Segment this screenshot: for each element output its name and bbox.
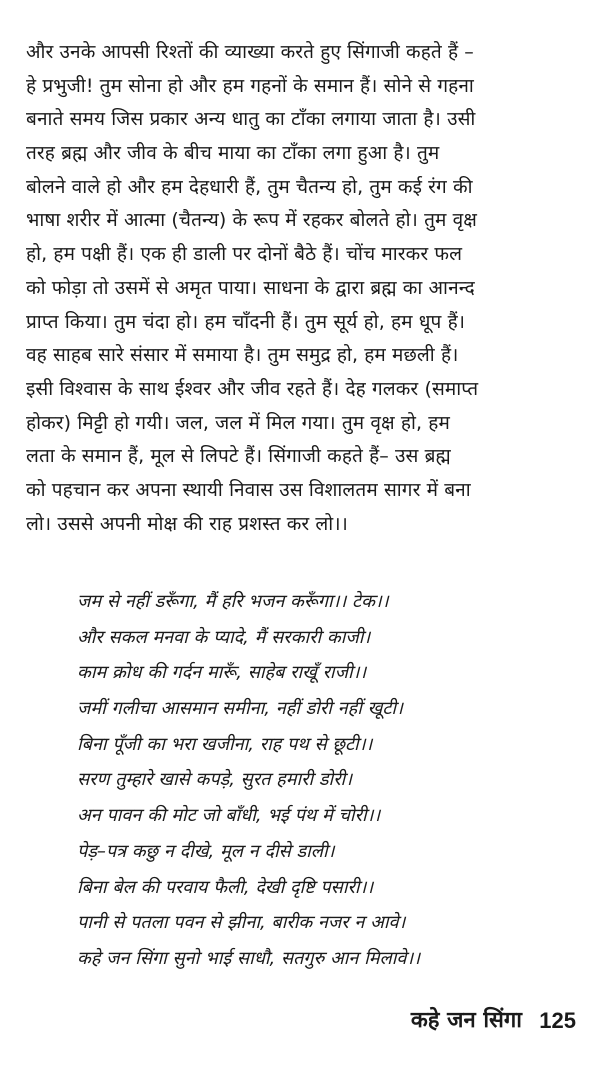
- prose-line: लता के समान हैं, मूल से लिपटे हैं। सिंगाजी कहते हैं– उस ब्रह्म: [26, 445, 451, 468]
- prose-line: भाषा शरीर में आत्मा (चैतन्य) के रूप में रहकर बोलते हो। तुम वृक्ष: [26, 209, 477, 232]
- verse-line: पानी से पतला पवन से झीना, बारीक नजर न आवे।: [77, 912, 406, 934]
- prose-paragraph: [26, 36, 578, 541]
- prose-line: तरह ब्रह्म और जीव के बीच माया का टाँका लगा हुआ है। तुम: [26, 142, 440, 165]
- page-footer: [0, 1000, 600, 1040]
- prose-line: इसी विश्वास के साथ ईश्वर और जीव रहते हैं। देह गलकर (समाप्त: [26, 377, 479, 400]
- verse-line: काम क्रोध की गर्दन मारूँ, साहेब राखूँ राजी।।: [77, 662, 367, 684]
- prose-line: होकर) मिट्टी हो गयी। जल, जल में मिल गया। तुम वृक्ष हो, हम: [26, 411, 450, 434]
- prose-line: और उनके आपसी रिश्तों की व्याख्या करते हुए सिंगाजी कहते हैं –: [26, 41, 474, 63]
- verse-line: बिना बेल की परवाय फैली, देखी दृष्टि पसारी।।: [77, 876, 374, 898]
- verse-line: अन पावन की मोट जो बाँधी, भई पंथ में चोरी।।: [77, 805, 381, 827]
- prose-line: बनाते समय जिस प्रकार अन्य धातु का टाँका लगाया जाता है। उसी: [26, 108, 476, 131]
- verse-line: जम से नहीं डरूँगा, मैं हरि भजन करूँगा।। टेक।।: [77, 591, 389, 612]
- verse-line: कहे जन सिंगा सुनो भाई साधौ, सतगुरु आन मिलावे।।: [77, 947, 421, 969]
- prose-line: वह साहब सारे संसार में समाया है। तुम समुद्र हो, हम मछली हैं।: [26, 344, 459, 367]
- prose-line: बोलने वाले हो और हम देहधारी हैं, तुम चैतन्य हो, तुम कई रंग की: [26, 175, 473, 198]
- running-title: कहे जन सिंगा: [410, 1008, 522, 1033]
- verse-line: और सकल मनवा के प्यादे, मैं सरकारी काजी।: [77, 626, 371, 648]
- verse-line: सरण तुम्हारे खासे कपड़े, सुरत हमारी डोरी।: [77, 769, 353, 791]
- prose-line: हो, हम पक्षी हैं। एक ही डाली पर दोनों बैठे हैं। चोंच मारकर फल: [26, 243, 463, 266]
- verse-line: पेड़–पत्र कछु न दीखे, मूल न दीसे डाली।: [77, 840, 335, 862]
- verse-line: बिना पूँजी का भरा खजीना, राह पथ से छूटी।।: [77, 733, 373, 755]
- verse-line: जमीं गलीचा आसमान समीना, नहीं डोरी नहीं खूटी।: [77, 698, 403, 720]
- prose-line: को फोड़ा तो उसमें से अमृत पाया। साधना के द्वारा ब्रह्म का आनन्द: [26, 276, 475, 299]
- prose-line: लो। उससे अपनी मोक्ष की राह प्रशस्त कर लो।।: [26, 512, 348, 535]
- page-number: 125: [539, 1008, 576, 1033]
- prose-line: हे प्रभुजी! तुम सोना हो और हम गहनों के समान हैं। सोने से गहना: [26, 74, 474, 97]
- prose-line: को पहचान कर अपना स्थायी निवास उस विशालतम सागर में बना: [26, 478, 471, 501]
- prose-line: प्राप्त किया। तुम चंदा हो। हम चाँदनी हैं। तुम सूर्य हो, हम धूप हैं।: [26, 310, 466, 333]
- verse-block: [77, 584, 577, 977]
